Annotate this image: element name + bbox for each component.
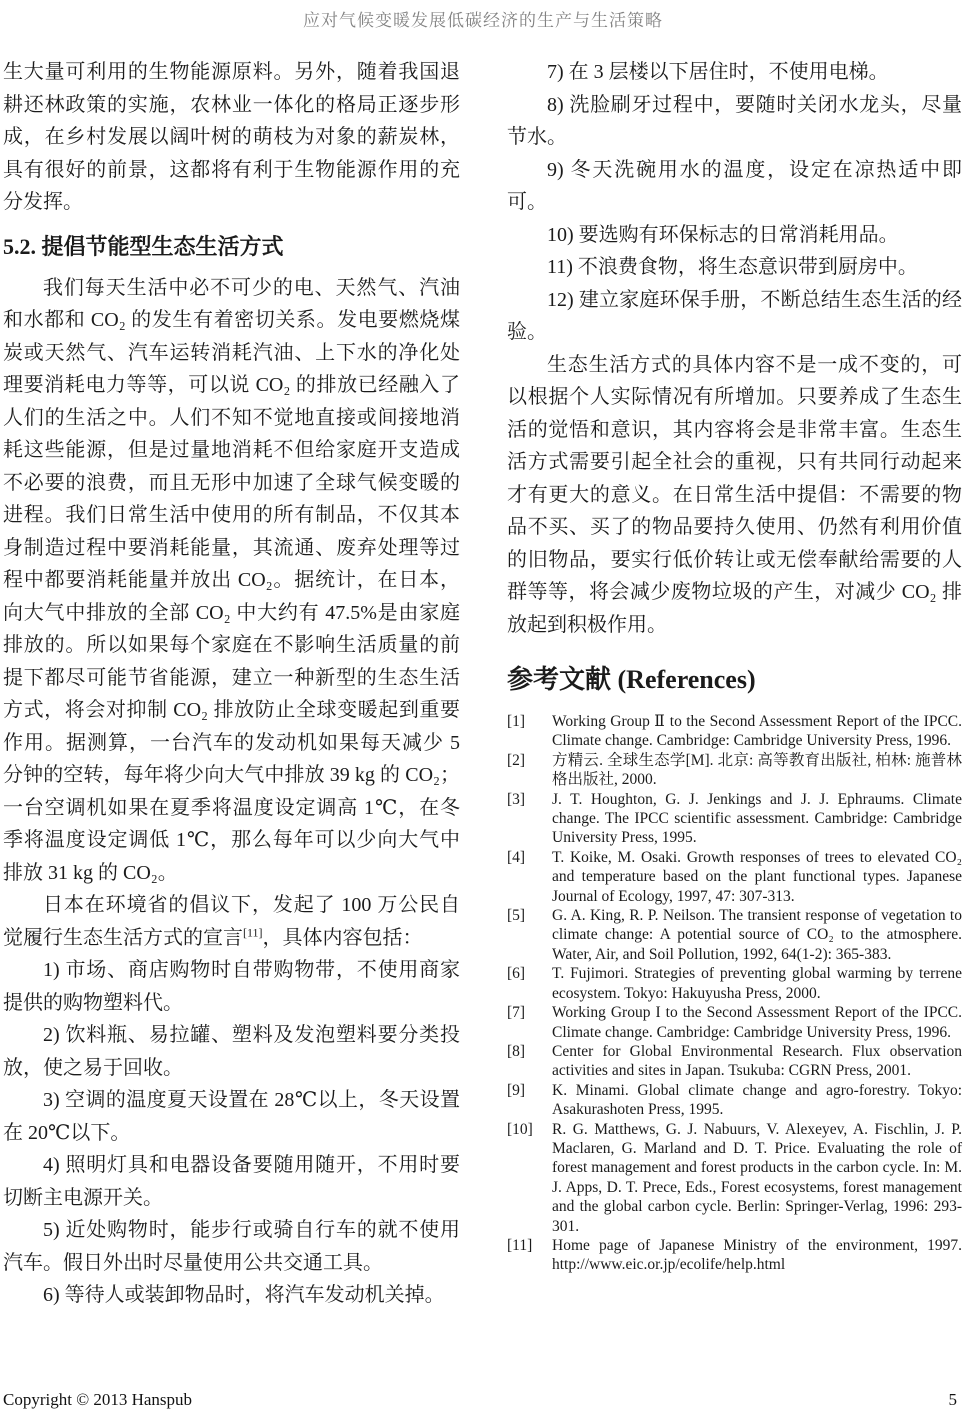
reference-entry [507, 1081, 962, 1120]
reference-list [507, 712, 962, 1275]
reference-text: R. G. Matthews, G. J. Nabuurs, V. Alexeyev, A. Fischlin, J. P. Maclaren, G. Marland and D. T. Price. Evaluating the role of forest management and forest products in the carbon cycle. In: M. J. Apps, D. T. Prece, Eds., Forest ecosystems, forest management and the global carbon cycle. Berlin: Springer-Verlag, 1996: 293-301. [552, 1120, 962, 1235]
paragraph-co2: 我们每天生活中必不可少的电、天然气、汽油和水都和 CO₂ 的发生有着密切关系。发电要燃烧煤炭或天然气、汽车运转消耗汽油、上下水的净化处理要消耗电力等等，可以说 CO₂ 的排放已经融入了人们的生活之中。人们不知不觉地直接或间接地消耗这些能源，但是过量地消耗不但给家庭开支造成不必要的浪费，而且无形中加速了全球气候变暖的进程。我们日常生活中使用的所有制品，不仅其本身制造过程中要消耗能量，其流通、废弃处理等过程中都要消耗能量并放出 CO₂。据统计，在日本，向大气中排放的全部 CO₂ 中大约有 47.5%是由家庭排放的。所以如果每个家庭在不影响生活质量的前提下都尽可能节省能源，建立一种新型的生态生活方式，将会对抑制 CO₂ 排放防止全球变暖起到重要作用。据测算，一台汽车的发动机如果每天减少 5 分钟的空转，每年将少向大气中排放 39 kg 的 CO₂；一台空调机如果在夏季将温度设定调高 1℃，在冬季将温度设定调低 1℃，那么每年可以少向大气中排放 31 kg 的 CO₂。 [3, 276, 460, 884]
list-item-9: 9) 冬天洗碗用水的温度，设定在凉热适中即可。 [507, 158, 962, 213]
page-number: 5 [948, 1390, 957, 1409]
reference-text: Center for Global Environmental Research. Flux observation activities and sites in Japan. Tsukuba: CGRN Press, 2001. [552, 1042, 962, 1080]
left-column [3, 56, 460, 1312]
reference-url: http://www.eic.or.jp/ecolife/help.html [552, 1256, 786, 1274]
list-item-12: 12) 建立家庭环保手册，不断总结生态生活的经验。 [507, 288, 962, 343]
reference-entry [507, 964, 962, 1003]
reference-label: [6] [507, 965, 526, 983]
reference-label: [1] [507, 713, 526, 730]
paragraph-declaration-tail: ，具体内容包括： [262, 926, 423, 949]
list-item-11: 11) 不浪费食物，将生态意识带到厨房中。 [547, 256, 918, 278]
reference-text: J. T. Houghton, G. J. Jenkings and J. J. Ephraums. Climate change. The IPCC scientific assessment. Cambridge: Cambridge University Press, 1995. [552, 790, 962, 847]
reference-text: K. Minami. Global climate change and agro-forestry. Tokyo: Asakurashoten Press, 1995. [552, 1081, 962, 1119]
intro-paragraph: 生大量可利用的生物能源原料。另外，随着我国退耕还林政策的实施，农林业一体化的格局正逐步形成，在乡村发展以阔叶树的萌枝为对象的薪炭林，具有很好的前景，这都将有利于生物能源作用的充分发挥。 [3, 61, 460, 213]
paragraph-declaration [3, 889, 460, 954]
list-item-10: 10) 要选购有环保标志的日常消耗用品。 [547, 223, 899, 246]
list-item-7: 7) 在 3 层楼以下居住时，不使用电梯。 [547, 61, 889, 83]
closing-paragraph: 生态生活方式的具体内容不是一成不变的，可以根据个人实际情况有所增加。只要养成了生态生活的觉悟和意识，其内容将会是非常丰富。生态生活方式需要引起全社会的重视，只有共同行动起来才有更大的意义。在日常生活中提倡：不需要的物品不买、买了的物品要持久使用、仍然有利用价值的旧物品，要实行低价转让或无偿奉献给需要的人群等等，将会减少废物垃圾的产生，对减少 CO₂ 排放起到积极作用。 [507, 353, 962, 636]
reference-entry [507, 848, 962, 906]
list-item-5: 5) 近处购物时，能步行或骑自行车的就不使用汽车。假日外出时尽量使用公共交通工具。 [3, 1219, 460, 1274]
references-heading-zh: 参考文献 [507, 664, 612, 694]
reference-label: [8] [507, 1042, 526, 1060]
right-column [507, 56, 962, 1312]
reference-text: Home page of Japanese Ministry of the environment, 1997. [552, 1236, 962, 1254]
list-item-3: 3) 空调的温度夏天设置在 28℃以上，冬天设置在 20℃以下。 [3, 1089, 460, 1144]
references-heading-en: (References) [617, 665, 756, 694]
reference-entry [507, 751, 962, 790]
reference-label: [9] [507, 1081, 526, 1099]
reference-entry [507, 906, 962, 964]
list-item-2: 2) 饮料瓶、易拉罐、塑料及发泡塑料要分类投放，使之易于回收。 [3, 1024, 460, 1079]
reference-text: G. A. King, R. P. Neilson. The transient response of vegetation to climate change: A potential source of CO₂ to the atmosphere. Water, Air, and Soil Pollution, 1992, 64(1-2): 365-383. [552, 907, 962, 963]
copyright-notice: Copyright © 2013 Hanspub [3, 1390, 193, 1409]
reference-entry [507, 790, 962, 848]
citation-marker-11: [11] [243, 924, 263, 939]
list-item-6: 6) 等待人或装卸物品时，将汽车发动机关掉。 [43, 1284, 445, 1306]
list-item-1: 1) 市场、商店购物时自带购物带，不使用商家提供的购物塑料代。 [3, 959, 460, 1014]
reference-text: T. Koike, M. Osaki. Growth responses of trees to elevated CO₂ and temperature based on the plant functional types. Japanese Journal of Ecology, 1997, 47: 307-313. [552, 848, 962, 905]
list-item-4: 4) 照明灯具和电器设备要随用随开，不用时要切断主电源开关。 [3, 1154, 460, 1209]
reference-label: [10] [507, 1120, 533, 1138]
paragraph-declaration-text: 日本在环境省的倡议下，发起了 100 万公民自觉履行生态生活方式的宣言 [3, 894, 460, 949]
reference-label: [4] [507, 848, 526, 866]
reference-entry [507, 712, 962, 751]
section-number: 5.2. [3, 233, 36, 259]
reference-entry [507, 1120, 962, 1236]
reference-label: [2] [507, 751, 526, 769]
page-footer [3, 1390, 957, 1410]
references-heading [507, 662, 962, 697]
section-heading-5-2 [3, 232, 460, 262]
reference-entry [507, 1236, 962, 1275]
running-title: 应对气候变暖发展低碳经济的生产与生活策略 [303, 11, 663, 30]
reference-text: 方精云. 全球生态学[M]. 北京: 高等教育出版社, 柏林: 施普林格出版社, 2000. [552, 751, 962, 789]
section-title: 提倡节能型生态生活方式 [41, 233, 284, 259]
list-item-8: 8) 洗脸刷牙过程中，要随时关闭水龙头，尽量节水。 [507, 93, 962, 148]
reference-text: T. Fujimori. Strategies of preventing global warming by terrene ecosystem. Tokyo: Hakuyusha Press, 2000. [552, 965, 962, 1002]
running-header [0, 6, 966, 31]
reference-label: [11] [507, 1236, 533, 1254]
reference-text: Working Group I to the Second Assessment Report of the IPCC. Climate change. Cambridge: Cambridge University Press, 1996. [552, 1004, 962, 1041]
reference-label: [5] [507, 907, 526, 925]
reference-entry [507, 1003, 962, 1042]
reference-label: [3] [507, 790, 526, 808]
reference-label: [7] [507, 1004, 526, 1022]
reference-entry [507, 1042, 962, 1081]
reference-text: Working Group Ⅱ to the Second Assessment Report of the IPCC. Climate change. Cambridge: Cambridge University Press, 1996. [552, 713, 962, 750]
